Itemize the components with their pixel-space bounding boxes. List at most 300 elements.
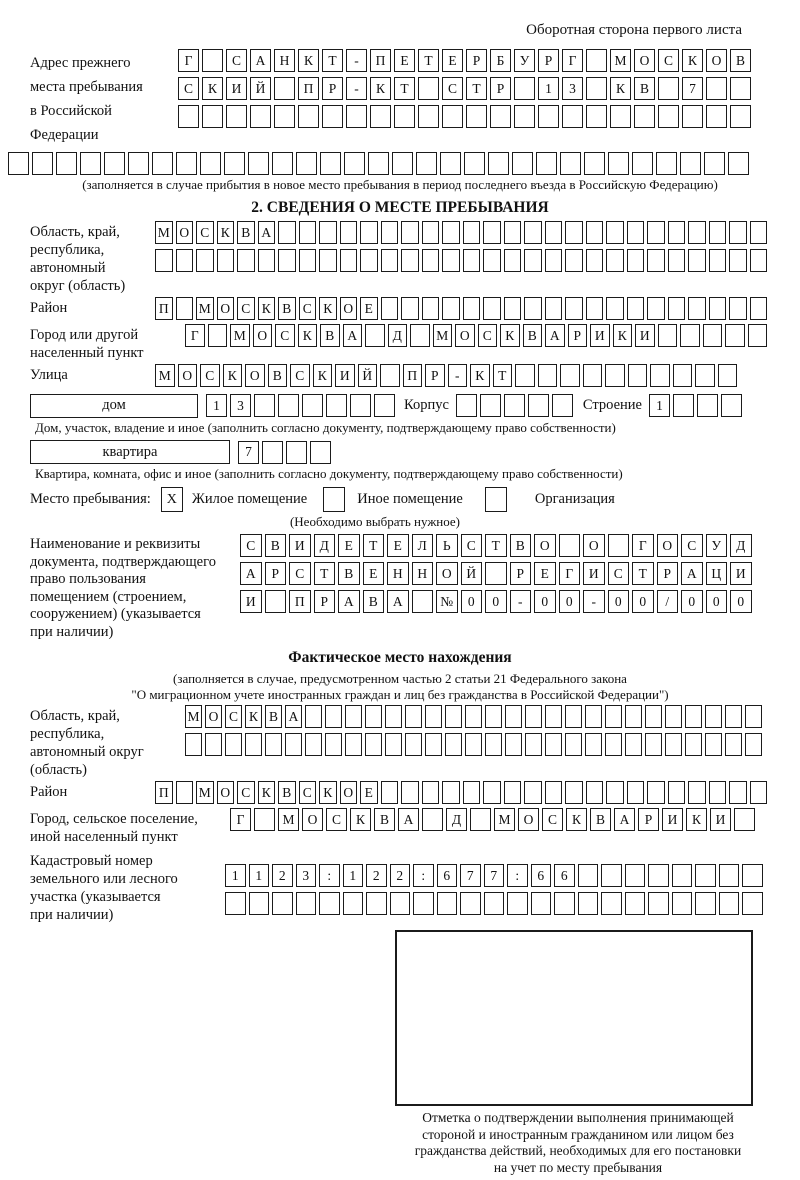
char-cell[interactable]: Д: [314, 534, 336, 557]
char-cell[interactable]: 6: [531, 864, 552, 887]
char-cell[interactable]: [750, 781, 768, 804]
char-cell[interactable]: 0: [730, 590, 752, 613]
char-cell[interactable]: [442, 781, 460, 804]
char-cell[interactable]: К: [258, 781, 276, 804]
char-cell[interactable]: 7: [484, 864, 505, 887]
char-cell[interactable]: [627, 249, 645, 272]
char-cell[interactable]: [584, 152, 605, 175]
char-cell[interactable]: С: [299, 781, 317, 804]
char-cell[interactable]: [343, 892, 364, 915]
char-cell[interactable]: С: [178, 77, 199, 100]
char-cell[interactable]: О: [245, 364, 265, 387]
char-cell[interactable]: К: [682, 49, 703, 72]
char-cell[interactable]: Т: [493, 364, 513, 387]
char-cell[interactable]: [401, 221, 419, 244]
char-cell[interactable]: [697, 394, 718, 417]
char-cell[interactable]: [538, 364, 558, 387]
char-cell[interactable]: [412, 590, 434, 613]
char-cell[interactable]: В: [374, 808, 395, 831]
char-cell[interactable]: [545, 733, 562, 756]
char-cell[interactable]: [365, 705, 382, 728]
char-cell[interactable]: [742, 864, 763, 887]
char-cell[interactable]: Г: [562, 49, 583, 72]
char-cell[interactable]: В: [268, 364, 288, 387]
char-cell[interactable]: [274, 77, 295, 100]
char-cell[interactable]: Д: [730, 534, 752, 557]
char-cell[interactable]: [278, 221, 296, 244]
char-cell[interactable]: В: [523, 324, 543, 347]
char-cell[interactable]: К: [350, 808, 371, 831]
char-cell[interactable]: [524, 297, 542, 320]
char-cell[interactable]: О: [455, 324, 475, 347]
char-cell[interactable]: [625, 733, 642, 756]
char-cell[interactable]: [278, 394, 299, 417]
char-cell[interactable]: [365, 733, 382, 756]
char-cell[interactable]: Е: [387, 534, 409, 557]
char-cell[interactable]: О: [518, 808, 539, 831]
char-cell[interactable]: [645, 705, 662, 728]
char-cell[interactable]: О: [340, 781, 358, 804]
char-cell[interactable]: [296, 892, 317, 915]
char-cell[interactable]: Р: [425, 364, 445, 387]
char-cell[interactable]: [734, 808, 755, 831]
char-cell[interactable]: [658, 105, 679, 128]
char-cell[interactable]: [585, 705, 602, 728]
char-cell[interactable]: [665, 733, 682, 756]
char-cell[interactable]: [484, 892, 505, 915]
char-cell[interactable]: Т: [485, 534, 507, 557]
char-cell[interactable]: [695, 892, 716, 915]
char-cell[interactable]: И: [710, 808, 731, 831]
char-cell[interactable]: В: [730, 49, 751, 72]
char-cell[interactable]: Т: [363, 534, 385, 557]
char-cell[interactable]: И: [662, 808, 683, 831]
char-cell[interactable]: [688, 249, 706, 272]
char-cell[interactable]: [422, 221, 440, 244]
char-cell[interactable]: П: [155, 781, 173, 804]
char-cell[interactable]: [405, 705, 422, 728]
char-cell[interactable]: У: [706, 534, 728, 557]
char-cell[interactable]: [320, 152, 341, 175]
char-cell[interactable]: [381, 249, 399, 272]
char-cell[interactable]: [380, 364, 400, 387]
char-cell[interactable]: [668, 249, 686, 272]
char-cell[interactable]: [742, 892, 763, 915]
char-cell[interactable]: [525, 705, 542, 728]
char-cell[interactable]: -: [346, 77, 367, 100]
char-cell[interactable]: О: [634, 49, 655, 72]
char-cell[interactable]: С: [200, 364, 220, 387]
char-cell[interactable]: [524, 249, 542, 272]
char-cell[interactable]: [606, 221, 624, 244]
char-cell[interactable]: [319, 221, 337, 244]
char-cell[interactable]: [705, 705, 722, 728]
char-cell[interactable]: [658, 324, 678, 347]
char-cell[interactable]: [647, 249, 665, 272]
char-cell[interactable]: [748, 324, 768, 347]
char-cell[interactable]: [265, 590, 287, 613]
char-cell[interactable]: В: [320, 324, 340, 347]
char-cell[interactable]: [685, 705, 702, 728]
char-cell[interactable]: В: [265, 534, 287, 557]
char-cell[interactable]: [381, 221, 399, 244]
char-cell[interactable]: [565, 221, 583, 244]
char-cell[interactable]: [200, 152, 221, 175]
char-cell[interactable]: 0: [608, 590, 630, 613]
char-cell[interactable]: О: [534, 534, 556, 557]
char-cell[interactable]: 0: [559, 590, 581, 613]
char-cell[interactable]: С: [289, 562, 311, 585]
char-cell[interactable]: И: [335, 364, 355, 387]
char-cell[interactable]: М: [230, 324, 250, 347]
char-cell[interactable]: [536, 152, 557, 175]
char-cell[interactable]: [525, 733, 542, 756]
char-cell[interactable]: С: [326, 808, 347, 831]
char-cell[interactable]: [504, 297, 522, 320]
char-cell[interactable]: И: [590, 324, 610, 347]
char-cell[interactable]: [647, 297, 665, 320]
char-cell[interactable]: Т: [314, 562, 336, 585]
char-cell[interactable]: [298, 105, 319, 128]
char-cell[interactable]: [272, 892, 293, 915]
char-cell[interactable]: [325, 733, 342, 756]
char-cell[interactable]: Г: [632, 534, 654, 557]
char-cell[interactable]: [719, 892, 740, 915]
char-cell[interactable]: [410, 324, 430, 347]
char-cell[interactable]: [483, 249, 501, 272]
char-cell[interactable]: [365, 324, 385, 347]
char-cell[interactable]: [706, 77, 727, 100]
char-cell[interactable]: 3: [230, 394, 251, 417]
char-cell[interactable]: [272, 152, 293, 175]
char-cell[interactable]: [8, 152, 29, 175]
char-cell[interactable]: [370, 105, 391, 128]
char-cell[interactable]: И: [240, 590, 262, 613]
char-cell[interactable]: Т: [632, 562, 654, 585]
char-cell[interactable]: К: [370, 77, 391, 100]
char-cell[interactable]: [401, 297, 419, 320]
char-cell[interactable]: [152, 152, 173, 175]
char-cell[interactable]: [245, 733, 262, 756]
char-cell[interactable]: С: [299, 297, 317, 320]
char-cell[interactable]: Т: [394, 77, 415, 100]
char-cell[interactable]: Г: [230, 808, 251, 831]
char-cell[interactable]: Р: [510, 562, 532, 585]
char-cell[interactable]: Ь: [436, 534, 458, 557]
char-cell[interactable]: 3: [562, 77, 583, 100]
char-cell[interactable]: [750, 249, 768, 272]
char-cell[interactable]: [656, 152, 677, 175]
char-cell[interactable]: 0: [632, 590, 654, 613]
char-cell[interactable]: [366, 892, 387, 915]
char-cell[interactable]: :: [507, 864, 528, 887]
char-cell[interactable]: П: [155, 297, 173, 320]
char-cell[interactable]: П: [289, 590, 311, 613]
char-cell[interactable]: [625, 864, 646, 887]
char-cell[interactable]: С: [442, 77, 463, 100]
char-cell[interactable]: [463, 249, 481, 272]
char-cell[interactable]: Д: [388, 324, 408, 347]
char-cell[interactable]: М: [494, 808, 515, 831]
char-cell[interactable]: Б: [490, 49, 511, 72]
char-cell[interactable]: [531, 892, 552, 915]
char-cell[interactable]: [725, 705, 742, 728]
char-cell[interactable]: [601, 864, 622, 887]
char-cell[interactable]: [627, 781, 645, 804]
char-cell[interactable]: [538, 105, 559, 128]
char-cell[interactable]: [296, 152, 317, 175]
char-cell[interactable]: [545, 297, 563, 320]
char-cell[interactable]: [456, 394, 477, 417]
char-cell[interactable]: [725, 324, 745, 347]
char-cell[interactable]: Р: [657, 562, 679, 585]
char-cell[interactable]: [704, 152, 725, 175]
char-cell[interactable]: 7: [460, 864, 481, 887]
char-cell[interactable]: [504, 221, 522, 244]
char-cell[interactable]: [721, 394, 742, 417]
char-cell[interactable]: Й: [358, 364, 378, 387]
char-cell[interactable]: И: [635, 324, 655, 347]
char-cell[interactable]: М: [610, 49, 631, 72]
char-cell[interactable]: С: [196, 221, 214, 244]
char-cell[interactable]: [718, 364, 738, 387]
char-cell[interactable]: 0: [681, 590, 703, 613]
char-cell[interactable]: [405, 733, 422, 756]
char-cell[interactable]: [560, 152, 581, 175]
char-cell[interactable]: К: [223, 364, 243, 387]
char-cell[interactable]: [634, 105, 655, 128]
char-cell[interactable]: [605, 364, 625, 387]
char-cell[interactable]: [709, 249, 727, 272]
char-cell[interactable]: [445, 733, 462, 756]
char-cell[interactable]: [647, 781, 665, 804]
char-cell[interactable]: [504, 781, 522, 804]
char-cell[interactable]: [178, 105, 199, 128]
char-cell[interactable]: Р: [265, 562, 287, 585]
char-cell[interactable]: Д: [446, 808, 467, 831]
char-cell[interactable]: Г: [178, 49, 199, 72]
char-cell[interactable]: [381, 297, 399, 320]
char-cell[interactable]: [483, 221, 501, 244]
char-cell[interactable]: [688, 221, 706, 244]
char-cell[interactable]: С: [608, 562, 630, 585]
char-cell[interactable]: [608, 534, 630, 557]
char-cell[interactable]: Е: [363, 562, 385, 585]
char-cell[interactable]: [648, 864, 669, 887]
char-cell[interactable]: [460, 892, 481, 915]
char-cell[interactable]: [442, 297, 460, 320]
char-cell[interactable]: Г: [185, 324, 205, 347]
char-cell[interactable]: Р: [322, 77, 343, 100]
char-cell[interactable]: [680, 324, 700, 347]
char-cell[interactable]: [565, 705, 582, 728]
char-cell[interactable]: Т: [466, 77, 487, 100]
char-cell[interactable]: [305, 705, 322, 728]
char-cell[interactable]: [645, 733, 662, 756]
char-cell[interactable]: [254, 394, 275, 417]
char-cell[interactable]: -: [583, 590, 605, 613]
char-cell[interactable]: 0: [706, 590, 728, 613]
char-cell[interactable]: [490, 105, 511, 128]
char-cell[interactable]: [250, 105, 271, 128]
char-cell[interactable]: И: [226, 77, 247, 100]
char-cell[interactable]: Р: [314, 590, 336, 613]
char-cell[interactable]: [422, 297, 440, 320]
char-cell[interactable]: [552, 394, 573, 417]
char-cell[interactable]: [545, 781, 563, 804]
char-cell[interactable]: [286, 441, 307, 464]
char-cell[interactable]: [705, 733, 722, 756]
char-cell[interactable]: П: [370, 49, 391, 72]
char-cell[interactable]: [625, 705, 642, 728]
char-cell[interactable]: П: [298, 77, 319, 100]
char-cell[interactable]: [224, 152, 245, 175]
char-cell[interactable]: [310, 441, 331, 464]
char-cell[interactable]: [583, 364, 603, 387]
char-cell[interactable]: [202, 49, 223, 72]
char-cell[interactable]: [445, 705, 462, 728]
char-cell[interactable]: [56, 152, 77, 175]
char-cell[interactable]: А: [285, 705, 302, 728]
char-cell[interactable]: А: [545, 324, 565, 347]
char-cell[interactable]: Ц: [706, 562, 728, 585]
char-cell[interactable]: [249, 892, 270, 915]
char-cell[interactable]: [729, 221, 747, 244]
char-cell[interactable]: 6: [554, 864, 575, 887]
char-cell[interactable]: [554, 892, 575, 915]
char-cell[interactable]: 0: [461, 590, 483, 613]
char-cell[interactable]: А: [250, 49, 271, 72]
char-cell[interactable]: [258, 249, 276, 272]
char-cell[interactable]: [650, 364, 670, 387]
char-cell[interactable]: [413, 892, 434, 915]
char-cell[interactable]: [302, 394, 323, 417]
char-cell[interactable]: [668, 781, 686, 804]
char-cell[interactable]: Р: [638, 808, 659, 831]
char-cell[interactable]: О: [657, 534, 679, 557]
char-cell[interactable]: [463, 221, 481, 244]
char-cell[interactable]: А: [398, 808, 419, 831]
char-cell[interactable]: К: [566, 808, 587, 831]
char-cell[interactable]: /: [657, 590, 679, 613]
char-cell[interactable]: С: [275, 324, 295, 347]
char-cell[interactable]: В: [237, 221, 255, 244]
char-cell[interactable]: [437, 892, 458, 915]
char-cell[interactable]: [688, 297, 706, 320]
char-cell[interactable]: Т: [322, 49, 343, 72]
char-cell[interactable]: К: [686, 808, 707, 831]
char-cell[interactable]: Р: [490, 77, 511, 100]
char-cell[interactable]: [586, 77, 607, 100]
char-cell[interactable]: [606, 249, 624, 272]
char-cell[interactable]: Е: [534, 562, 556, 585]
char-cell[interactable]: [483, 781, 501, 804]
char-cell[interactable]: [345, 733, 362, 756]
char-cell[interactable]: [196, 249, 214, 272]
char-cell[interactable]: [608, 152, 629, 175]
char-cell[interactable]: [565, 781, 583, 804]
char-cell[interactable]: В: [278, 297, 296, 320]
char-cell[interactable]: [225, 892, 246, 915]
char-cell[interactable]: 1: [649, 394, 670, 417]
char-cell[interactable]: [695, 864, 716, 887]
char-cell[interactable]: [319, 892, 340, 915]
char-cell[interactable]: [515, 364, 535, 387]
char-cell[interactable]: [709, 297, 727, 320]
char-cell[interactable]: [248, 152, 269, 175]
char-cell[interactable]: В: [278, 781, 296, 804]
char-cell[interactable]: М: [433, 324, 453, 347]
char-cell[interactable]: [340, 249, 358, 272]
char-cell[interactable]: [418, 77, 439, 100]
char-cell[interactable]: -: [448, 364, 468, 387]
char-cell[interactable]: [440, 152, 461, 175]
char-cell[interactable]: [586, 781, 604, 804]
char-cell[interactable]: С: [681, 534, 703, 557]
char-cell[interactable]: [585, 733, 602, 756]
char-cell[interactable]: О: [205, 705, 222, 728]
char-cell[interactable]: М: [155, 221, 173, 244]
char-cell[interactable]: [685, 733, 702, 756]
char-cell[interactable]: [326, 394, 347, 417]
char-cell[interactable]: [176, 152, 197, 175]
char-cell[interactable]: [416, 152, 437, 175]
char-cell[interactable]: А: [240, 562, 262, 585]
char-cell[interactable]: [647, 221, 665, 244]
char-cell[interactable]: Е: [442, 49, 463, 72]
char-cell[interactable]: [672, 864, 693, 887]
char-cell[interactable]: [545, 249, 563, 272]
char-cell[interactable]: :: [319, 864, 340, 887]
char-cell[interactable]: К: [313, 364, 333, 387]
char-cell[interactable]: Р: [466, 49, 487, 72]
char-cell[interactable]: М: [155, 364, 175, 387]
char-cell[interactable]: [730, 105, 751, 128]
char-cell[interactable]: [514, 105, 535, 128]
char-cell[interactable]: [278, 249, 296, 272]
char-cell[interactable]: М: [196, 297, 214, 320]
char-cell[interactable]: [565, 249, 583, 272]
char-cell[interactable]: [658, 77, 679, 100]
char-cell[interactable]: В: [634, 77, 655, 100]
char-cell[interactable]: [512, 152, 533, 175]
char-cell[interactable]: Е: [360, 781, 378, 804]
char-cell[interactable]: Е: [360, 297, 378, 320]
char-cell[interactable]: [524, 781, 542, 804]
char-cell[interactable]: [672, 892, 693, 915]
char-cell[interactable]: Н: [387, 562, 409, 585]
char-cell[interactable]: [32, 152, 53, 175]
char-cell[interactable]: [610, 105, 631, 128]
char-cell[interactable]: Е: [394, 49, 415, 72]
char-cell[interactable]: О: [583, 534, 605, 557]
char-cell[interactable]: А: [338, 590, 360, 613]
char-cell[interactable]: [605, 705, 622, 728]
char-cell[interactable]: О: [253, 324, 273, 347]
char-cell[interactable]: [319, 249, 337, 272]
char-cell[interactable]: О: [340, 297, 358, 320]
char-cell[interactable]: [104, 152, 125, 175]
char-cell[interactable]: 2: [366, 864, 387, 887]
char-cell[interactable]: [488, 152, 509, 175]
char-cell[interactable]: К: [245, 705, 262, 728]
char-cell[interactable]: [217, 249, 235, 272]
char-cell[interactable]: [346, 105, 367, 128]
char-cell[interactable]: [578, 892, 599, 915]
char-cell[interactable]: [673, 394, 694, 417]
char-cell[interactable]: 7: [238, 441, 259, 464]
char-cell[interactable]: К: [319, 297, 337, 320]
